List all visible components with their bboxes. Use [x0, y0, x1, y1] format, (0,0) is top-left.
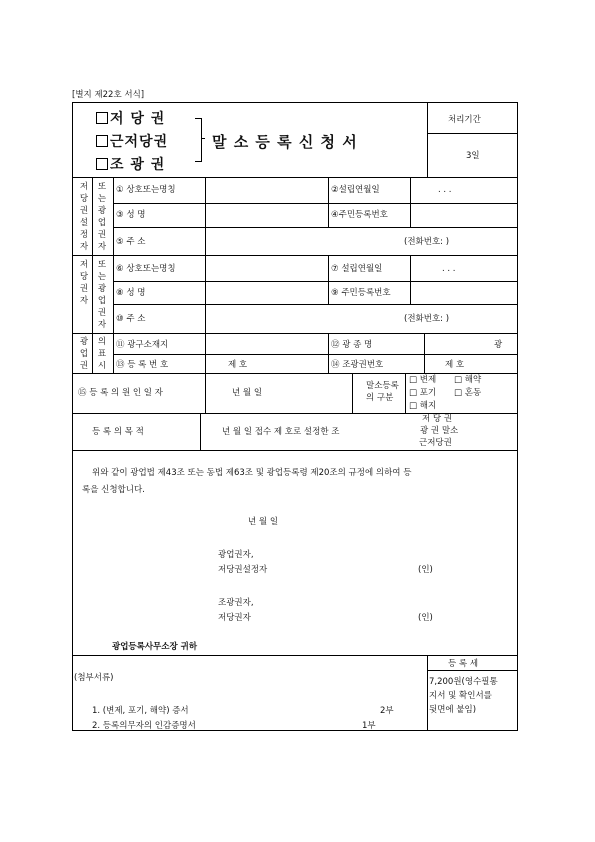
- mineral-suffix: 광: [494, 340, 503, 350]
- attach-item-1: 1. (변제, 포기, 해약) 증서: [92, 706, 189, 716]
- attach-item-2: 2. 등록의무자의 인감증명서: [92, 721, 196, 731]
- attach-item-1-qty: 2부: [380, 706, 394, 716]
- statement-date: 년 월 일: [248, 517, 279, 527]
- period-value: 3일: [466, 151, 480, 161]
- label-mine-location: ⑪ 광구소재지: [116, 340, 169, 350]
- addressee: 광업등록사무소장 귀하: [112, 642, 198, 652]
- seal-a: (인): [418, 565, 433, 575]
- attach-label: (첨부서류): [74, 673, 114, 683]
- opt-merge[interactable]: □ 혼동: [454, 388, 482, 398]
- label-name: ① 상호또는명칭: [116, 185, 176, 195]
- statement-line-1: 위와 같이 광업법 제43조 또는 동법 제63조 및 광업등록령 제20조의 규정에 의하여 등: [92, 468, 412, 478]
- label-est-date-2: ⑦ 설립연월일: [331, 264, 383, 274]
- reg-no-value: 제 호: [228, 360, 248, 370]
- label-purpose: 등 록 의 목 적: [92, 427, 144, 437]
- side-label-mortgagee: 저당권자: [79, 260, 89, 306]
- applicant-b-2: 저당권자: [218, 613, 251, 623]
- period-label: 처리기간: [448, 115, 481, 125]
- purpose-stack-2: 광 권 말소: [420, 426, 459, 436]
- lease-no-value: 제 호: [445, 360, 465, 370]
- fee-line-2: 지서 및 확인서를: [429, 691, 492, 701]
- side-label-holder: 저당권설정자: [79, 182, 89, 252]
- form-reference: [별지 제22호 서식]: [72, 90, 145, 100]
- opt-terminate[interactable]: □ 해지: [409, 401, 437, 411]
- statement-line-2: 록을 신청합니다.: [82, 485, 145, 495]
- cause-date-value: 년 월 일: [232, 388, 263, 398]
- purpose-stack-3: 근저당권: [419, 438, 452, 448]
- fee-title: 등 록 세: [448, 659, 479, 669]
- fee-line-3: 뒷면에 붙임): [429, 705, 477, 715]
- purpose-stack-1: 저 당 권: [422, 414, 453, 424]
- label-mineral: ⑫ 광 종 명: [331, 340, 373, 350]
- opt-waive[interactable]: □ 포기: [409, 388, 437, 398]
- label-name-2: ⑥ 상호또는명칭: [116, 264, 176, 274]
- side-label-mining-2: 의표시: [97, 337, 107, 371]
- label-est-date: ②설립연월일: [331, 185, 380, 195]
- label-cause-date: ⑮ 등 록 의 원 인 일 자: [78, 388, 163, 398]
- label-person-2: ⑧ 성 명: [116, 288, 146, 298]
- checkbox-mortgage[interactable]: 저 당 권: [96, 108, 165, 128]
- phone-field: (전화번호: ): [404, 237, 450, 247]
- side-label-holder-2: 또는광업권자: [97, 182, 107, 252]
- applicant-a-1: 광업권자,: [218, 550, 254, 560]
- bracket: [195, 118, 202, 162]
- est-date-value: . . .: [438, 185, 452, 195]
- label-kind-2: 의 구분: [366, 393, 394, 403]
- label-rrn: ④주민등록번호: [331, 210, 388, 220]
- label-rrn-2: ⑨ 주민등록번호: [331, 288, 391, 298]
- fee-line-1: 7,200원(영수필통: [429, 677, 498, 687]
- seal-b: (인): [418, 613, 433, 623]
- checkbox-mining-lease[interactable]: 조 광 권: [96, 154, 165, 174]
- label-person: ③ 성 명: [116, 210, 146, 220]
- side-label-mortgagee-2: 또는광업권자: [97, 260, 107, 330]
- phone-field-2: (전화번호: ): [404, 314, 450, 324]
- form-title: 말 소 등 록 신 청 서: [212, 133, 358, 151]
- label-lease-no: ⑭ 조광권번호: [331, 360, 384, 370]
- applicant-a-2: 저당권설정자: [218, 565, 268, 575]
- opt-repay[interactable]: □ 변제: [409, 375, 437, 385]
- side-label-mining: 광업권: [79, 337, 89, 371]
- purpose-text: 년 월 일 접수 제 호로 설정한 조: [222, 427, 340, 437]
- label-reg-no: ⑬ 등 록 번 호: [116, 360, 169, 370]
- label-address-2: ⑩ 주 소: [116, 314, 146, 324]
- label-address: ⑤ 주 소: [116, 237, 146, 247]
- rule: [72, 102, 518, 103]
- applicant-b-1: 조광권자,: [218, 598, 254, 608]
- attach-item-2-qty: 1부: [362, 721, 376, 731]
- checkbox-root-mortgage[interactable]: 근저당권: [96, 131, 168, 151]
- opt-cancel[interactable]: □ 해약: [454, 375, 482, 385]
- label-kind-1: 말소등록: [366, 381, 399, 391]
- est-date-value-2: . . .: [442, 264, 456, 274]
